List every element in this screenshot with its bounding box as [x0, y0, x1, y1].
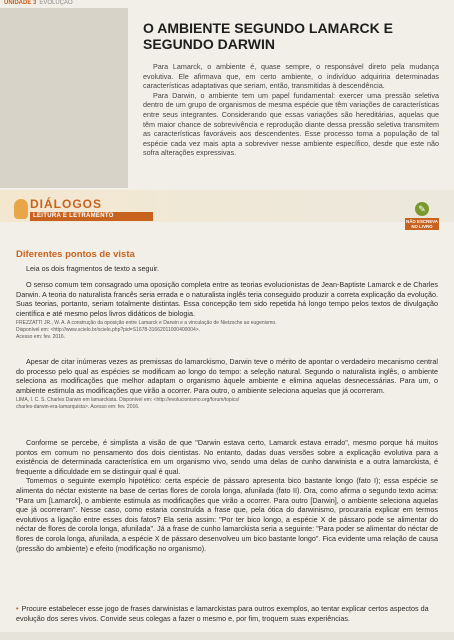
page-title: O AMBIENTE SEGUNDO LAMARCK E SEGUNDO DARWIN [143, 20, 393, 52]
fragment-source-line: Disponível em: <http://www.scielo.br/scielo.php?pid=S1678-31662011000400004>. [16, 327, 201, 334]
do-not-write-badge [405, 202, 439, 238]
fragment-paragraph: Apesar de citar inúmeras vezes as premissas do lamarckismo, Darwin teve o mérito de apontar o verdadeiro mecanismo central do processo pelo qual as espécies se modificam ao longo do tempo: a seleção natural. Segundo o naturalista inglês, o ambiente seleciona as modificações que melhor adaptam o organismo àquele ambiente e elimina aquelas desnecessárias. Para um, o ambiente estimula as modificações que virão a ocorrer. Para outro, o ambiente seleciona aquelas que já ocorreram. [16, 357, 438, 395]
intro-paragraph: Para Darwin, o ambiente tem um papel fundamental: exercer uma pressão seletiva dentro de um grupo de organismos de mesma espécie que têm variações de características entre seus integrantes. Considerando que essas variações são hereditárias, aquelas que têm maior chance de sobrevivência e reprodução diante dessa pressão seletiva transmitem as características favoráveis aos descendentes. Esse processo torna a população de tal espécie cada vez mais apta a sobreviver nesse ambiente específico, desde que este não sofra alterações expressivas. [143, 90, 439, 158]
section-label: EVOLUÇÃO [39, 0, 73, 6]
fragment-source-line: LIMA, I. C. S. Charles Darwin em lamarckista. Disponível em: <http://evolucionismo.org/forum/topics/ [16, 397, 240, 404]
unit-label: UNIDADE 3 [4, 0, 37, 6]
activity-bullet [16, 604, 438, 623]
activity-text: Procure estabelecer esse jogo de frases darwinistas e lamarckistas para outros exemplos, ao tentar explicar certos aspectos da evolução dos seres vivos. Convide seus colegas a fazer o mesmo e, por fim, troquem suas experiências. [16, 604, 429, 623]
fragment-source-line: FREZZATTI JR., W. A. A construção da oposição entre Lamarck e Darwin e a vinculação de Nietzsche ao eugenismo. [16, 320, 277, 327]
lead-text [16, 264, 438, 274]
bullet-icon: • [16, 604, 19, 613]
fragment-2 [16, 357, 438, 411]
fragment-1 [16, 280, 438, 341]
fragment-source-line: charles-darwin-era-lamarquista>. Acesso em: fev. 2016. [16, 404, 140, 411]
section-title: Diferentes pontos de vista [16, 249, 135, 260]
intro-paragraph: Para Lamarck, o ambiente é, quase sempre, o responsável direto pela mudança evolutiva. Ele afirmava que, em certo ambiente, o indivíduo adquiriria determinadas características adaptativas que seriam, então, transmitidas à descendência. [143, 62, 439, 91]
left-image-area [0, 8, 128, 188]
fragment-paragraph: O senso comum tem consagrado uma oposição completa entre as teorias evolucionistas de Jean-Baptiste Lamarck e de Charles Darwin. A teoria do naturalista francês seria errada e o naturalista inglês teria conseguido produzir a correta explicação da evolução. Suas teorias, portanto, seriam totalmente distintas. Essa concepção tem sido repetida há longo tempo pelos textos de divulgação científica e até mesmo pelos livros didáticos de biologia. [16, 280, 438, 318]
pencil-icon: ✎ [415, 202, 429, 216]
paragraph: Conforme se percebe, é simplista a visão de que "Darwin estava certo, Lamarck estava errado", mesmo porque há muitos pontos em comum no pensamento dos dois cientistas. No entanto, dadas duas versões sobre a explicação evolutiva para a existência de determinada característica em um organismo vivo, sendo uma delas de cunho darwinista e a outra lamarckista, é frequente a dificuldade em se distinguir qual é qual. [16, 438, 438, 476]
fragment-source-line: Acesso em: fev. 2016. [16, 333, 66, 340]
dialogos-subtitle: LEITURA E LETRAMENTO [30, 212, 153, 221]
page-footer [0, 632, 454, 640]
body-paragraphs [16, 438, 438, 553]
dialogos-head-icon [14, 199, 28, 219]
dialogos-title: DIÁLOGOS [30, 197, 103, 211]
page-header [0, 0, 454, 7]
badge-label: NÃO ESCREVA NO LIVRO [406, 219, 438, 229]
paragraph: Tomemos o seguinte exemplo hipotético: certa espécie de pássaro apresenta bico bastante longo (fato I); essa espécie se alimenta do néctar existente na base de certas flores de corola longa, afunilada (fato II). Ora, como afirma o segundo texto acima: "Para um [Lamarck], o ambiente estimula as modificações que virão a ocorrer. Para outro [Darwin], o ambiente seleciona aquelas que já ocorreram". Nesse caso, como estaria construída a frase que, pela ótica do darwinismo, procuraria explicar em termos evolutivos a ligação entre esses dois fatos? Ela seria assim: "Por ter bico longo, a espécie X de pássaro pode se alimentar do néctar de flores de corola longa, afunilada". Já a frase de cunho lamarckista seria a seguinte: "Para poder se alimentar do néctar de flores de corola longa, afunilada, a espécie X de pássaro desenvolveu um bico bastante longo". Fica evidente uma relação de causa (pressão do ambiente) e efeito (modificação no organismo). [16, 476, 438, 553]
intro-text [143, 62, 439, 158]
lead-paragraph: Leia os dois fragmentos de texto a seguir. [26, 264, 160, 273]
